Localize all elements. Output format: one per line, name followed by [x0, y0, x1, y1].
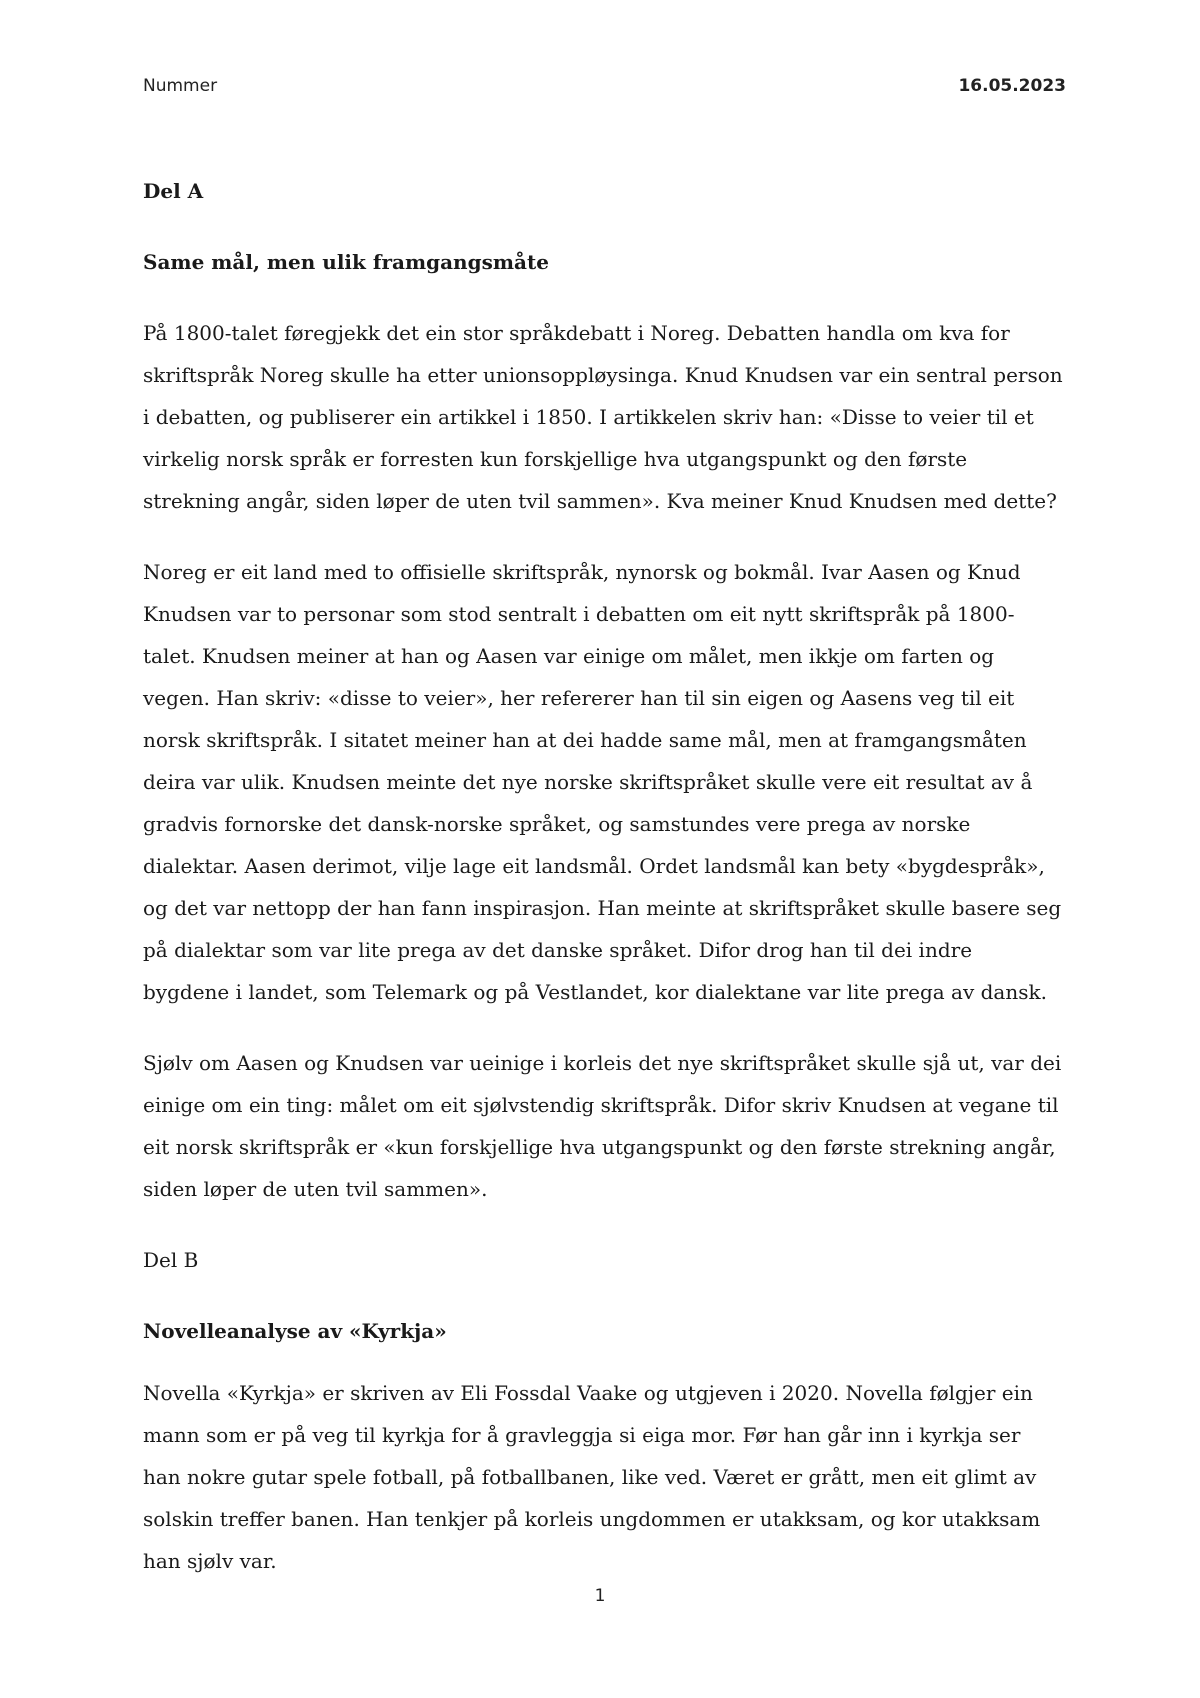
page-number: 1 [594, 1586, 606, 1606]
section-b-title: Novelleanalyse av «Kyrkja» [143, 1319, 447, 1343]
paragraph: Sjølv om Aasen og Knudsen var ueinige i korleis det nye skriftspråket skulle sjå ut, var dei einige om ein ting: målet om eit sjølvstendig skriftspråk. Difor skriv Knudsen at vegane til eit norsk skriftspråk er «kun forskjellige hva utgangspunkt og den første strekning angår, siden løper de uten tvil sammen». [143, 1051, 1062, 1201]
section-b-label: Del B [143, 1248, 199, 1272]
paragraph: Novella «Kyrkja» er skriven av Eli Fossdal Vaake og utgjeven i 2020. Novella følgjer ein mann som er på veg til kyrkja for å gravleggja si eiga mor. Før han går inn i kyrkja ser han nokre gutar spele fotball, på fotballbanen, like ved. Været er grått, men eit glimt av solskin treffer banen. Han tenkjer på korleis ungdommen er utakksam, og kor utakksam han sjølv var. [143, 1381, 1041, 1573]
paragraph: På 1800-talet føregjekk det ein stor språkdebatt i Noreg. Debatten handla om kva for skriftspråk Noreg skulle ha etter unionsoppløysinga. Knud Knudsen var ein sentral person i debatten, og publiserer ein artikkel i 1850. I artikkelen skriv han: «Disse to veier til et virkelig norsk språk er forresten kun forskjellige hva utgangspunkt og den første strekning angår, siden løper de uten tvil sammen». Kva meiner Knud Knudsen med dette? [143, 321, 1063, 513]
header-number-label: Nummer [143, 76, 218, 96]
header-date: 16.05.2023 [958, 76, 1066, 96]
section-a-label: Del A [143, 179, 204, 203]
paragraph: Noreg er eit land med to offisielle skriftspråk, nynorsk og bokmål. Ivar Aasen og Knud Knudsen var to personar som stod sentralt i debatten om eit nytt skriftspråk på 1800-talet. Knudsen meiner at han og Aasen var einige om målet, men ikkje om farten og vegen. Han skriv: «disse to veier», her refererer han til sin eigen og Aasens veg til eit norsk skriftspråk. I sitatet meiner han at dei hadde same mål, men at framgangsmåten deira var ulik. Knudsen meinte det nye norske skriftspråket skulle vere eit resultat av å gradvis fornorske det dansk-norske språket, og samstundes vere prega av norske dialektar. Aasen derimot, vilje lage eit landsmål. Ordet landsmål kan bety «bygdespråk», og det var nettopp der han fann inspirasjon. Han meinte at skriftspråket skulle basere seg på dialektar som var lite prega av det danske språket. Difor drog han til dei indre bygdene i landet, som Telemark og på Vestlandet, kor dialektane var lite prega av dansk. [143, 560, 1062, 1004]
document-body [143, 170, 1063, 1611]
section-a-title: Same mål, men ulik framgangsmåte [143, 250, 549, 274]
